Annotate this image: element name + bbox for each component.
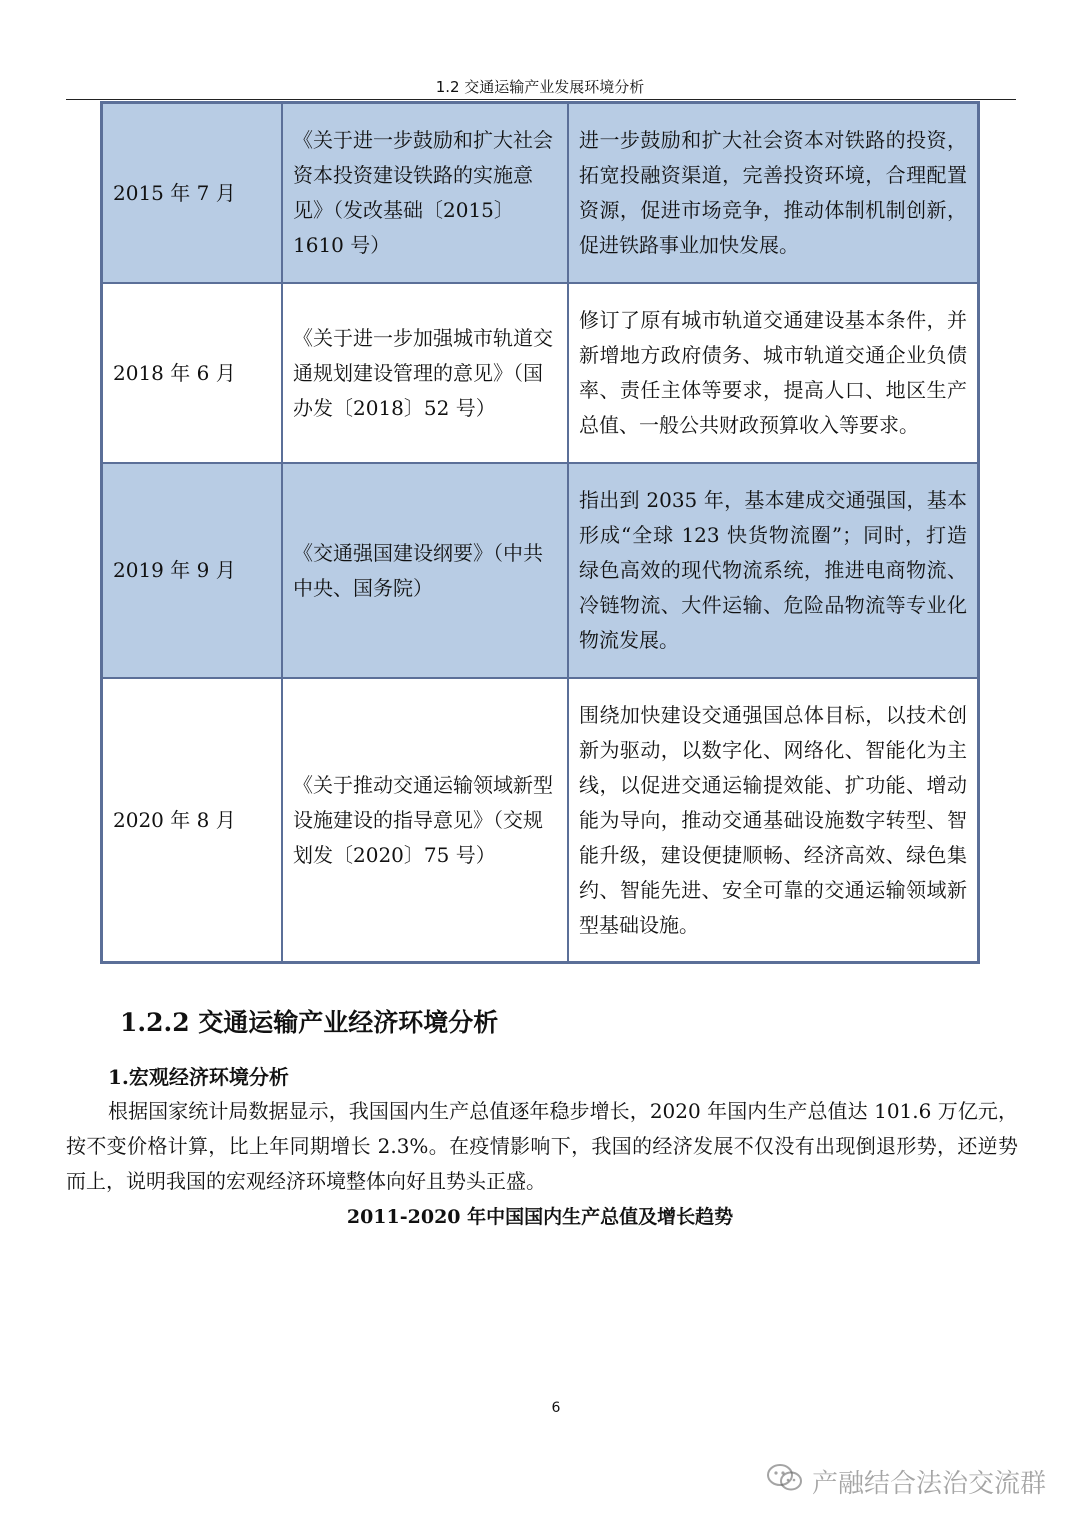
table-row: [102, 463, 978, 678]
date-cell: 2019 年 9 月: [102, 463, 282, 678]
figure-caption: 2011-2020 年中国国内生产总值及增长趋势: [346, 1206, 734, 1228]
description-cell: 进一步鼓励和扩大社会资本对铁路的投资，拓宽投融资渠道，完善投资环境，合理配置资源，促进市场竞争，推动体制机制创新，促进铁路事业加快发展。: [568, 103, 978, 283]
date-cell: 2015 年 7 月: [102, 103, 282, 283]
document-cell: 《关于进一步加强城市轨道交通规划建设管理的意见》（国办发〔2018〕52 号）: [282, 283, 568, 463]
document-cell: 《关于进一步鼓励和扩大社会资本投资建设铁路的实施意见》（发改基础〔2015〕1610 号）: [282, 103, 568, 283]
watermark: [766, 1462, 1046, 1501]
table-row: [102, 678, 978, 962]
wechat-icon: [766, 1462, 812, 1501]
watermark-text: 产融结合法治交流群: [811, 1469, 1046, 1499]
date-cell: 2020 年 8 月: [102, 678, 282, 962]
page-number: 6: [551, 1400, 561, 1416]
header-divider: [66, 99, 1016, 100]
document-cell: 《交通强国建设纲要》（中共中央、国务院）: [282, 463, 568, 678]
table-row: [102, 103, 978, 283]
policy-table: [100, 101, 980, 964]
running-header: 1.2 交通运输产业发展环境分析: [435, 78, 645, 96]
section-heading: 1.2.2 交通运输产业经济环境分析: [120, 1008, 499, 1037]
body-paragraph: 根据国家统计局数据显示，我国国内生产总值逐年稳步增长，2020 年国内生产总值达 101.6 万亿元，按不变价格计算，比上年同期增长 2.3%。在疫情影响下，我国的经济发展不仅没有出现倒退形势，还逆势而上，说明我国的宏观经济环境整体向好且势头正盛。: [66, 1099, 1018, 1193]
document-cell: 《关于推动交通运输领域新型设施建设的指导意见》（交规划发〔2020〕75 号）: [282, 678, 568, 962]
table-row: [102, 283, 978, 463]
description-cell: 修订了原有城市轨道交通建设基本条件，并新增地方政府债务、城市轨道交通企业负债率、责任主体等要求，提高人口、地区生产总值、一般公共财政预算收入等要求。: [568, 283, 978, 463]
description-cell: 围绕加快建设交通强国总体目标，以技术创新为驱动，以数字化、网络化、智能化为主线，以促进交通运输提效能、扩功能、增动能为导向，推动交通基础设施数字转型、智能升级，建设便捷顺畅、经济高效、绿色集约、智能先进、安全可靠的交通运输领域新型基础设施。: [568, 678, 978, 962]
date-cell: 2018 年 6 月: [102, 283, 282, 463]
sub-heading: 1.宏观经济环境分析: [108, 1065, 289, 1089]
description-cell: 指出到 2035 年，基本建成交通强国，基本形成“全球 123 快货物流圈”；同时，打造绿色高效的现代物流系统，推进电商物流、冷链物流、大件运输、危险品物流等专业化物流发展。: [568, 463, 978, 678]
